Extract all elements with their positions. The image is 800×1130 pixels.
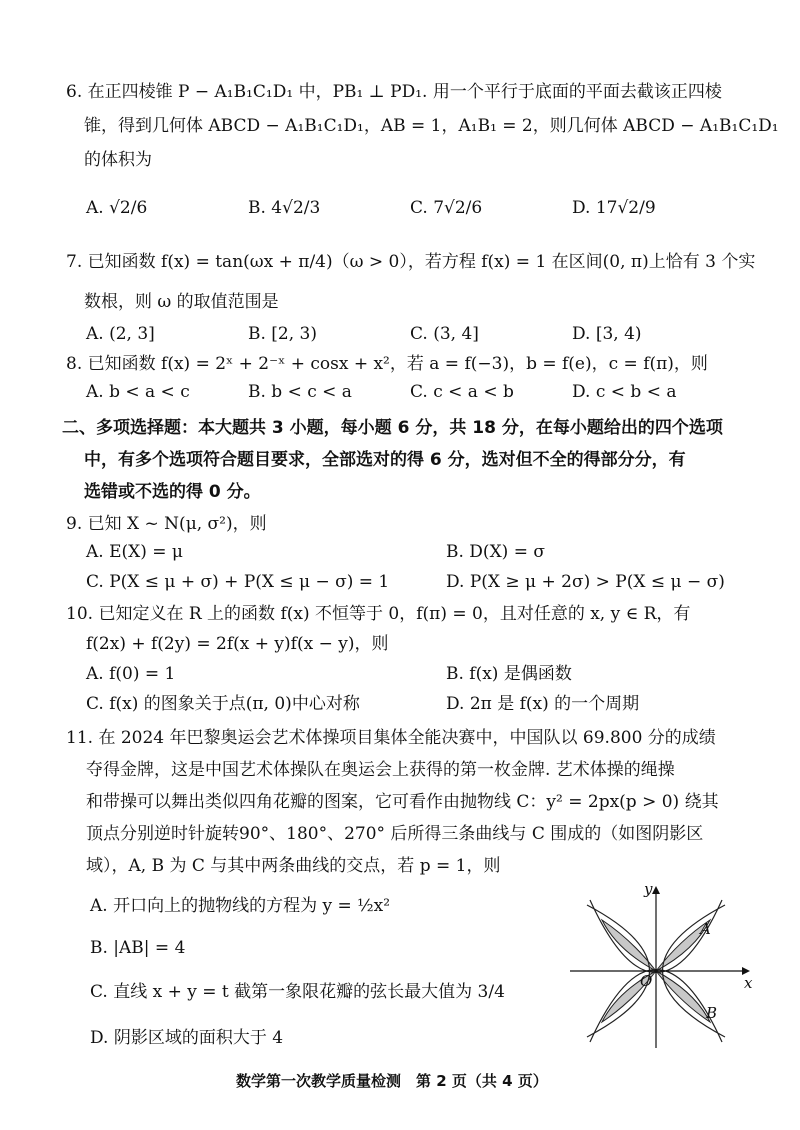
q6-option-b: B. 4√2/3	[248, 198, 321, 218]
q9-line-1: 9. 已知 X ~ N(μ, σ²)，则	[66, 514, 267, 534]
q6-option-a: A. √2/6	[86, 198, 148, 218]
q7-option-d: D. [3, 4)	[572, 324, 642, 344]
q6-line-3: 的体积为	[84, 150, 152, 170]
q10-option-b: B. f(x) 是偶函数	[446, 664, 572, 684]
q8-option-c: C. c < a < b	[410, 382, 514, 402]
section-2-heading-line-2: 中，有多个选项符合题目要求，全部选对的得 6 分，选对但不全的得部分分，有	[84, 450, 686, 470]
q11-line-5: 域），A, B 为 C 与其中两条曲线的交点，若 p = 1，则	[86, 856, 501, 876]
q6-option-d: D. 17√2/9	[572, 198, 656, 218]
q11-line-2: 夺得金牌，这是中国艺术体操队在奥运会上获得的第一枚金牌. 艺术体操的绳操	[86, 760, 675, 780]
q11-option-c: C. 直线 x + y = t 截第一象限花瓣的弦长最大值为 3/4	[90, 982, 505, 1002]
q11-option-d: D. 阴影区域的面积大于 4	[90, 1028, 284, 1048]
q11-line-3: 和带操可以舞出类似四角花瓣的图案，它可看作由抛物线 C：y² = 2px(p > 0) 绕其	[86, 792, 719, 812]
q9-option-c: C. P(X ≤ μ + σ) + P(X ≤ μ − σ) = 1	[86, 572, 390, 592]
q9-option-a: A. E(X) = μ	[86, 542, 183, 562]
page-footer: 数学第一次教学质量检测 第 2 页（共 4 页）	[236, 1072, 548, 1090]
q9-option-d: D. P(X ≥ μ + 2σ) > P(X ≤ μ − σ)	[446, 572, 725, 592]
q11-line-1: 11. 在 2024 年巴黎奥运会艺术体操项目集体全能决赛中，中国队以 69.800 分的成绩	[66, 728, 716, 748]
point-a-label: A	[700, 920, 711, 938]
q10-line-1: 10. 已知定义在 R 上的函数 f(x) 不恒等于 0，f(π) = 0，且对任意的 x, y ∈ R，有	[66, 604, 691, 624]
q6-line-1: 6. 在正四棱锥 P − A₁B₁C₁D₁ 中，PB₁ ⊥ PD₁. 用一个平行于底面的平面去截该正四棱	[66, 82, 722, 102]
q11-line-4: 顶点分别逆时针旋转90°、180°、270° 后所得三条曲线与 C 围成的（如图阴影区	[86, 824, 704, 844]
q10-option-d: D. 2π 是 f(x) 的一个周期	[446, 694, 640, 714]
q7-option-c: C. (3, 4]	[410, 324, 479, 344]
origin-label: O	[640, 972, 653, 990]
q6-line-2: 锥，得到几何体 ABCD − A₁B₁C₁D₁，AB = 1，A₁B₁ = 2，则几何体 ABCD − A₁B₁C₁D₁	[84, 116, 779, 136]
q11-option-a: A. 开口向上的抛物线的方程为 y = ½x²	[90, 896, 391, 916]
q6-option-c: C. 7√2/6	[410, 198, 483, 218]
q11-petal-figure	[560, 880, 760, 1050]
q8-option-a: A. b < a < c	[86, 382, 190, 402]
y-axis-label: y	[644, 880, 653, 898]
q9-option-b: B. D(X) = σ	[446, 542, 545, 562]
q11-option-b: B. |AB| = 4	[90, 938, 186, 958]
point-b-label: B	[706, 1004, 718, 1022]
q8-option-d: D. c < b < a	[572, 382, 677, 402]
q7-option-a: A. (2, 3]	[86, 324, 155, 344]
q10-line-2: f(2x) + f(2y) = 2f(x + y)f(x − y)，则	[86, 634, 389, 654]
q8-line-1: 8. 已知函数 f(x) = 2ˣ + 2⁻ˣ + cosx + x²，若 a = f(−3)，b = f(e)，c = f(π)，则	[66, 354, 708, 374]
petal-second-quadrant	[602, 920, 656, 971]
q8-option-b: B. b < c < a	[248, 382, 352, 402]
x-axis-label: x	[744, 974, 753, 992]
q7-line-2: 数根，则 ω 的取值范围是	[84, 292, 279, 312]
y-axis-arrow	[652, 886, 660, 894]
section-2-heading-line-3: 选错或不选的得 0 分。	[84, 482, 261, 502]
q10-option-a: A. f(0) = 1	[86, 664, 176, 684]
petal-fourth-quadrant	[656, 971, 710, 1022]
section-2-heading-line-1: 二、多项选择题：本大题共 3 小题，每小题 6 分，共 18 分，在每小题给出的四个选项	[62, 418, 723, 438]
q10-option-c: C. f(x) 的图象关于点(π, 0)中心对称	[86, 694, 360, 714]
q7-line-1: 7. 已知函数 f(x) = tan(ωx + π/4)（ω > 0），若方程 f(x) = 1 在区间(0, π)上恰有 3 个实	[66, 252, 756, 272]
q7-option-b: B. [2, 3)	[248, 324, 318, 344]
